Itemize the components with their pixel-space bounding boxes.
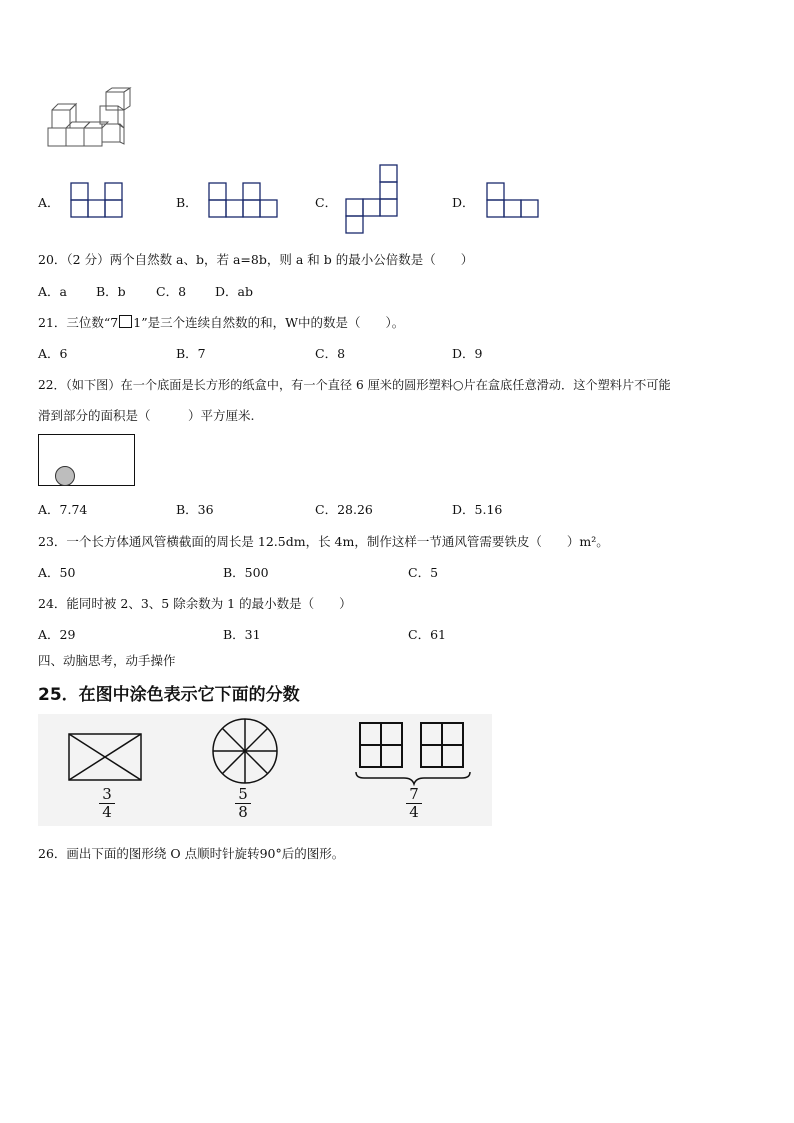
q21-text-after: 1”是三个连续自然数的和，W中的数是（ ）。 (133, 315, 405, 330)
q21-option-a[interactable]: A．6 (38, 346, 68, 361)
q24-text: 24．能同时被 2、3、5 除余数为 1 的最小数是（ ） (38, 596, 352, 611)
q21-text-before: 21．三位数“7 (38, 315, 119, 330)
q19-option-b-figure (208, 182, 282, 218)
q25-text: 25．在图中涂色表示它下面的分数 (38, 685, 300, 705)
q23-text: 23．一个长方体通风管横截面的周长是 12.5dm，长 4m，制作这样一节通风管需要铁皮（ ）m²。 (38, 534, 609, 549)
q21-option-b[interactable]: B．7 (176, 346, 206, 361)
q19-option-c-figure (345, 164, 401, 236)
q23-option-b[interactable]: B．500 (223, 565, 269, 580)
q20-text: 20．（2 分）两个自然数 a、b，若 a=8b，则 a 和 b 的最小公倍数是（ ） (38, 252, 474, 267)
cube-stack-figure (44, 88, 136, 152)
q24-option-b[interactable]: B．31 (223, 627, 261, 642)
q20-option-a[interactable]: A．a (38, 284, 67, 299)
blank-box-icon (119, 315, 132, 328)
q22-option-c[interactable]: C．28.26 (315, 502, 373, 517)
q19-option-d-label[interactable]: D． (452, 195, 475, 210)
q23-option-c[interactable]: C．5 (408, 565, 439, 580)
fraction-denominator: 4 (409, 803, 419, 821)
fraction-denominator: 8 (238, 803, 248, 821)
q21-option-d[interactable]: D．9 (452, 346, 483, 361)
q24-option-c[interactable]: C．61 (408, 627, 446, 642)
fraction-denominator: 4 (102, 803, 112, 821)
fraction-7-4 (402, 786, 426, 821)
circle-eight-sectors (213, 719, 277, 783)
q22-text-line1: 22．（如下图）在一个底面是长方形的纸盒中，有一个直径 6 厘米的圆形塑料○片在盒底任意滑动．这个塑料片不可能 (38, 378, 671, 392)
section-4-title: 四、动脑思考，动手操作 (38, 653, 176, 668)
fraction-numerator: 3 (102, 785, 112, 803)
fraction-numerator: 5 (238, 785, 248, 803)
box-with-disc-figure (38, 434, 136, 488)
q23-option-a[interactable]: A．50 (38, 565, 76, 580)
q19-option-d-figure (486, 182, 542, 218)
q19-option-c-label[interactable]: C． (315, 195, 338, 210)
q22-option-a[interactable]: A．7.74 (38, 502, 88, 517)
fraction-3-4 (95, 786, 119, 821)
q19-option-a-label[interactable]: A． (38, 195, 60, 210)
q20-option-b[interactable]: B．b (96, 284, 126, 299)
q24-option-a[interactable]: A．29 (38, 627, 76, 642)
q19-option-a-figure (70, 182, 126, 218)
q21-option-c[interactable]: C．8 (315, 346, 346, 361)
q21-text (38, 313, 404, 331)
q22-option-b[interactable]: B．36 (176, 502, 214, 517)
q19-option-b-label[interactable]: B． (176, 195, 198, 210)
q22-option-d[interactable]: D．5.16 (452, 502, 503, 517)
q22-text-line2: 滑到部分的面积是（ ）平方厘米. (38, 408, 255, 423)
fraction-5-8 (231, 786, 255, 821)
q20-option-d[interactable]: D．ab (215, 284, 253, 299)
q26-text: 26．画出下面的图形绕 O 点顺时针旋转90°后的图形。 (38, 846, 345, 861)
fraction-numerator: 7 (409, 785, 419, 803)
q20-option-c[interactable]: C．8 (156, 284, 187, 299)
